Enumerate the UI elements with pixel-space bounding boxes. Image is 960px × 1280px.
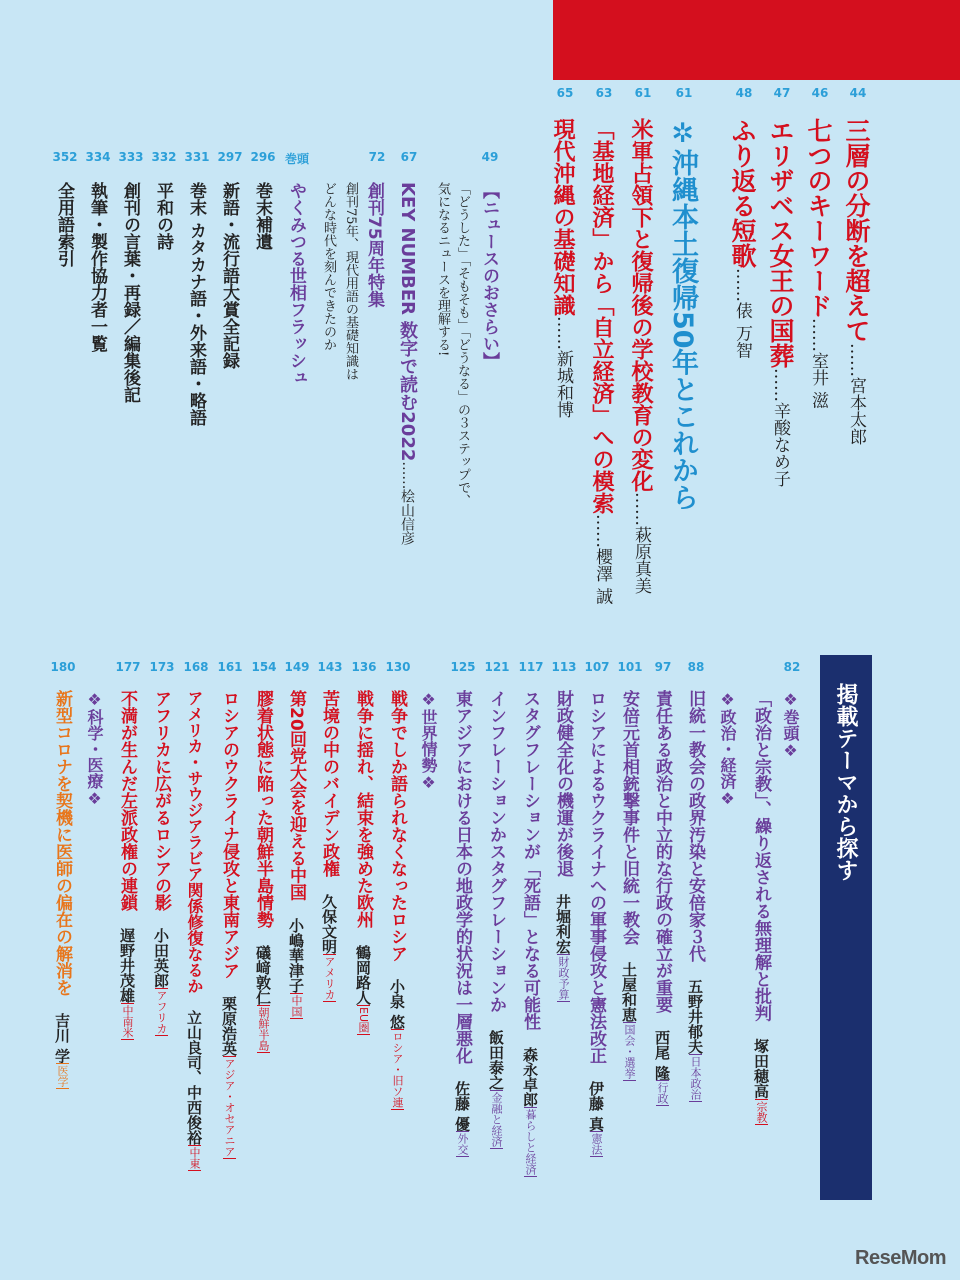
appendix-item[interactable]: 巻末 カタカナ語・外来語・略語 xyxy=(186,182,206,426)
feature-75th-sub: どんな時代を刻んできたのか xyxy=(321,182,336,351)
theme-article[interactable]: 不満が生んだ左派政権の連鎖 遅野井茂雄中南米 xyxy=(117,690,137,1038)
page-number: 149 xyxy=(284,660,310,674)
article-title[interactable]: 現代沖縄の基礎知識……新城和博 xyxy=(550,118,576,418)
theme-article[interactable]: インフレーションかスタグフレーションか 飯田泰之金融と経済 xyxy=(486,690,506,1147)
theme-article[interactable]: 東アジアにおける日本の地政学的状況は一層悪化 佐藤 優外交 xyxy=(452,690,472,1156)
section-head-science: ❖科学・医療❖ xyxy=(85,690,104,808)
page-number: 143 xyxy=(317,660,343,674)
appendix-item[interactable]: 平和の詩 xyxy=(153,182,173,250)
page-number: 331 xyxy=(184,150,210,164)
page-number: 63 xyxy=(595,86,613,100)
page-number: 125 xyxy=(450,660,476,674)
page-number: 154 xyxy=(251,660,277,674)
appendix-item[interactable]: 巻末補遺 xyxy=(252,182,272,250)
page-number: 113 xyxy=(551,660,577,674)
theme-search-box xyxy=(820,655,872,1200)
theme-article[interactable]: 膠着状態に陥った朝鮮半島情勢 礒﨑敦仁朝鮮半島 xyxy=(253,690,273,1051)
page-number: 168 xyxy=(183,660,209,674)
theme-article[interactable]: 安倍元首相銃撃事件と旧統一教会 土屋和恵国会・選挙 xyxy=(619,690,639,1079)
theme-article[interactable]: 「政治と宗教」、繰り返される無理解と批判 塚田穂高宗教 xyxy=(751,690,771,1123)
page-number: 101 xyxy=(617,660,643,674)
page-number: 97 xyxy=(654,660,672,674)
theme-article[interactable]: 戦争に揺れ、結束を強めた欧州 鶴岡路人EU圏 xyxy=(353,690,373,1034)
page-number: 107 xyxy=(584,660,610,674)
feature-key-number[interactable]: KEY NUMBER 数字で読む2022……桧山信彦 xyxy=(397,182,418,546)
theme-article[interactable]: 苦境の中のバイデン政権 久保文明アメリカ xyxy=(319,690,339,1000)
section-head-kanto: ❖巻頭❖ xyxy=(781,690,800,760)
theme-search-label: 掲載テーマから探す xyxy=(833,683,858,881)
page-number: 47 xyxy=(773,86,791,100)
page-number: 130 xyxy=(385,660,411,674)
theme-article[interactable]: アフリカに広がるロシアの影 小田英郎アフリカ xyxy=(151,690,171,1034)
section-head-politics: ❖政治・経済❖ xyxy=(718,690,737,808)
page-number: 173 xyxy=(149,660,175,674)
page-number: 49 xyxy=(481,150,499,164)
page-number: 121 xyxy=(484,660,510,674)
section-head-world: ❖世界情勢❖ xyxy=(419,690,438,792)
page-number: 296 xyxy=(250,150,276,164)
feature-title-okinawa[interactable]: ✲沖縄本土復帰50年とこれから xyxy=(667,118,698,511)
appendix-item[interactable]: 執筆・製作協力者一覧 xyxy=(87,182,107,352)
page-number: 352 xyxy=(52,150,78,164)
theme-article[interactable]: スタグフレーションが「死語」となる可能性 森永卓郎暮らしと経済 xyxy=(520,690,540,1175)
page-number: 117 xyxy=(518,660,544,674)
article-title[interactable]: 「基地経済」から「自立経済」への模索……櫻澤 誠 xyxy=(589,118,615,605)
page-number: 161 xyxy=(217,660,243,674)
page-number: 333 xyxy=(118,150,144,164)
page-number: 44 xyxy=(849,86,867,100)
feature-75th-anniversary[interactable]: 創刊75周年特集 xyxy=(364,182,384,308)
theme-article[interactable]: 新型コロナを契機に医師の偏在の解消を 吉川 学医学 xyxy=(52,690,72,1088)
page-number: 46 xyxy=(811,86,829,100)
appendix-item[interactable]: 全用語索引 xyxy=(54,182,74,267)
feature-yakumitsuru[interactable]: やくみつる世相フラッシュ xyxy=(286,182,306,386)
page-number: 334 xyxy=(85,150,111,164)
theme-article[interactable]: 旧統一教会の政界汚染と安倍家３代 五野井郁夫日本政治 xyxy=(685,690,705,1100)
page-number: 65 xyxy=(556,86,574,100)
page-number: 177 xyxy=(115,660,141,674)
page-number: 61 xyxy=(634,86,652,100)
header-red-bar xyxy=(553,0,960,80)
theme-article[interactable]: 第20回党大会を迎える中国 小嶋華津子中国 xyxy=(286,690,306,1017)
article-title[interactable]: 米軍占領下と復帰後の学校教育の変化……萩原真美 xyxy=(628,118,654,594)
theme-article[interactable]: アメリカ・サウジアラビア関係修復なるか 立山良司、中西俊裕中東 xyxy=(185,690,204,1169)
page-number: 82 xyxy=(783,660,801,674)
theme-article[interactable]: ロシアのウクライナ侵攻と東南アジア 栗原浩英アジア・オセアニア xyxy=(219,690,239,1157)
resemom-logo: ReseMom xyxy=(855,1247,946,1269)
article-title[interactable]: 七つのキーワード……室井 滋 xyxy=(804,118,833,409)
article-title[interactable]: エリザベス女王の国葬……辛酸なめ子 xyxy=(766,118,795,487)
page-number: 180 xyxy=(50,660,76,674)
appendix-item[interactable]: 創刊の言葉・再録／編集後記 xyxy=(120,182,140,403)
feature-news-review[interactable]: 【ニュースのおさらい】 xyxy=(479,182,499,369)
theme-article[interactable]: 戦争でしか語られなくなったロシア 小泉 悠ロシア・旧ソ連 xyxy=(387,690,407,1109)
article-title[interactable]: 三層の分断を超えて……宮本太郎 xyxy=(842,118,871,445)
theme-article[interactable]: 責任ある政治と中立的な行政の確立が重要 西尾 隆行政 xyxy=(652,690,672,1105)
page-number: 72 xyxy=(368,150,386,164)
feature-news-sub: 「どうした」「そもそも」「どうなる」の３ステップで、 xyxy=(455,182,470,507)
page-number: 136 xyxy=(351,660,377,674)
page-number: 巻頭 xyxy=(284,152,309,166)
theme-article[interactable]: 財政健全化の機運が後退 井堀利宏財政予算 xyxy=(553,690,573,1000)
theme-article[interactable]: ロシアによるウクライナへの軍事侵攻と憲法改正 伊藤 真憲法 xyxy=(586,690,606,1156)
appendix-item[interactable]: 新語・流行語大賞全記録 xyxy=(219,182,239,369)
page-number: 88 xyxy=(687,660,705,674)
page-number: 61 xyxy=(675,86,693,100)
article-title[interactable]: ふり返る短歌……俵 万智 xyxy=(728,118,757,359)
page-number: 297 xyxy=(217,150,243,164)
feature-75th-sub: 創刊75年、現代用語の基礎知識は xyxy=(343,182,358,381)
feature-news-sub: 気になるニュースを理解する! xyxy=(435,182,450,357)
page-number: 67 xyxy=(400,150,418,164)
page-number: 48 xyxy=(735,86,753,100)
page-number: 332 xyxy=(151,150,177,164)
